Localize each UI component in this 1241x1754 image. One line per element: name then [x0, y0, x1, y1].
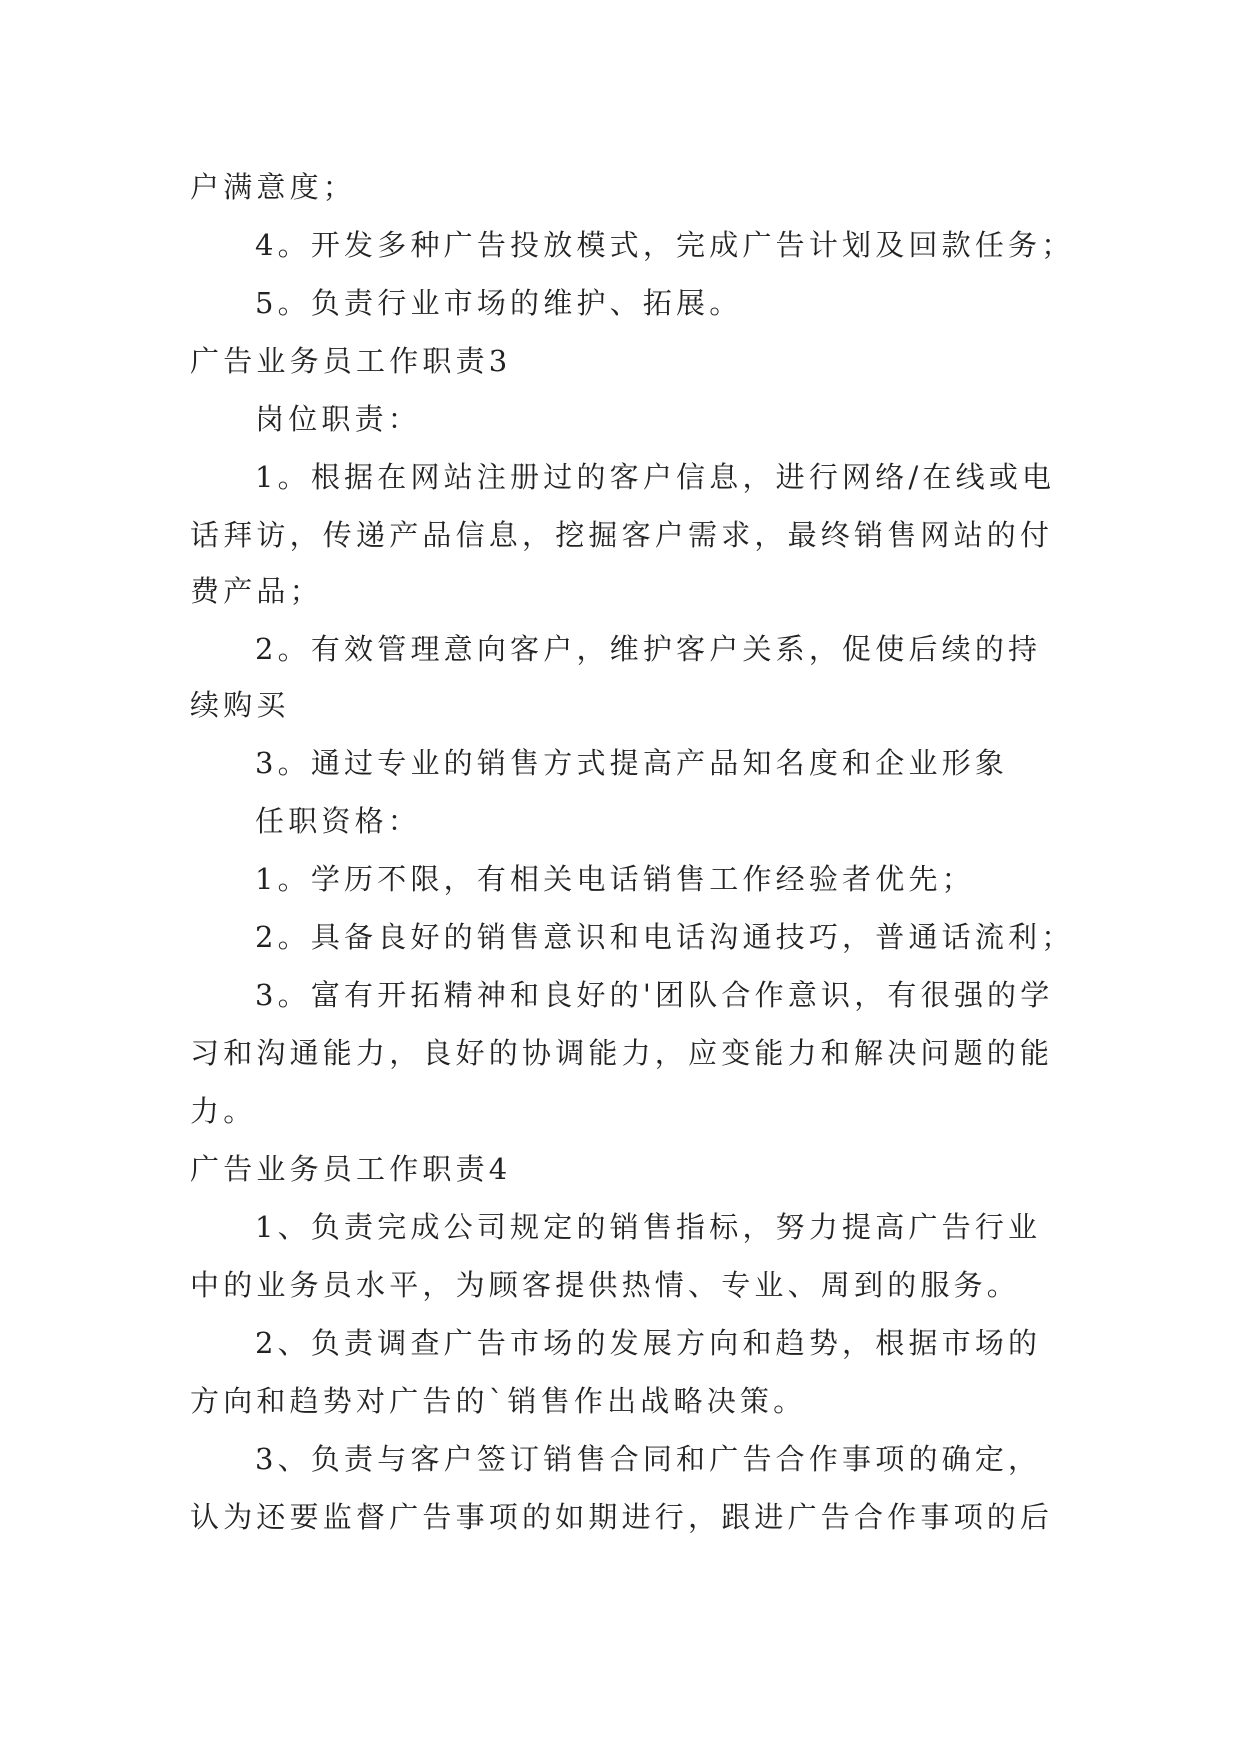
list-item: 3。通过专业的销售方式提高产品知名度和企业形象	[255, 746, 1009, 780]
list-item: 3。富有开拓精神和良好的'团队合作意识，有很强的学	[255, 978, 1054, 1012]
paragraph-line: 话拜访，传递产品信息，挖掘客户需求，最终销售网站的付	[190, 518, 1054, 552]
paragraph-line: 习和沟通能力，良好的协调能力，应变能力和解决问题的能	[190, 1036, 1054, 1070]
subheading: 岗位职责：	[255, 402, 422, 436]
list-item: 2、负责调查广告市场的发展方向和趋势，根据市场的	[255, 1326, 1042, 1360]
paragraph-line: 续购买	[190, 688, 290, 722]
list-item: 1、负责完成公司规定的销售指标，努力提高广告行业	[255, 1210, 1042, 1244]
list-item: 2。有效管理意向客户，维护客户关系，促使后续的持	[255, 632, 1042, 666]
list-item: 3、负责与客户签订销售合同和广告合作事项的确定，	[255, 1442, 1042, 1476]
list-item: 2。具备良好的销售意识和电话沟通技巧，普通话流利；	[255, 920, 1075, 954]
section-heading: 广告业务员工作职责4	[190, 1152, 512, 1186]
section-heading: 广告业务员工作职责3	[190, 344, 512, 378]
paragraph-line: 费产品；	[190, 574, 323, 608]
paragraph-line: 力。	[190, 1094, 257, 1128]
subheading: 任职资格：	[255, 804, 422, 838]
list-item: 5。负责行业市场的维护、拓展。	[255, 286, 743, 320]
list-item: 1。根据在网站注册过的客户信息，进行网络/在线或电	[255, 460, 1056, 494]
list-item: 1。学历不限，有相关电话销售工作经验者优先；	[255, 862, 975, 896]
paragraph-line: 中的业务员水平，为顾客提供热情、专业、周到的服务。	[190, 1268, 1021, 1302]
paragraph-line: 户满意度；	[190, 170, 357, 204]
paragraph-line: 认为还要监督广告事项的如期进行，跟进广告合作事项的后	[190, 1500, 1054, 1534]
paragraph-line: 方向和趋势对广告的`销售作出战略决策。	[190, 1384, 807, 1418]
list-item: 4。开发多种广告投放模式，完成广告计划及回款任务；	[255, 228, 1075, 262]
